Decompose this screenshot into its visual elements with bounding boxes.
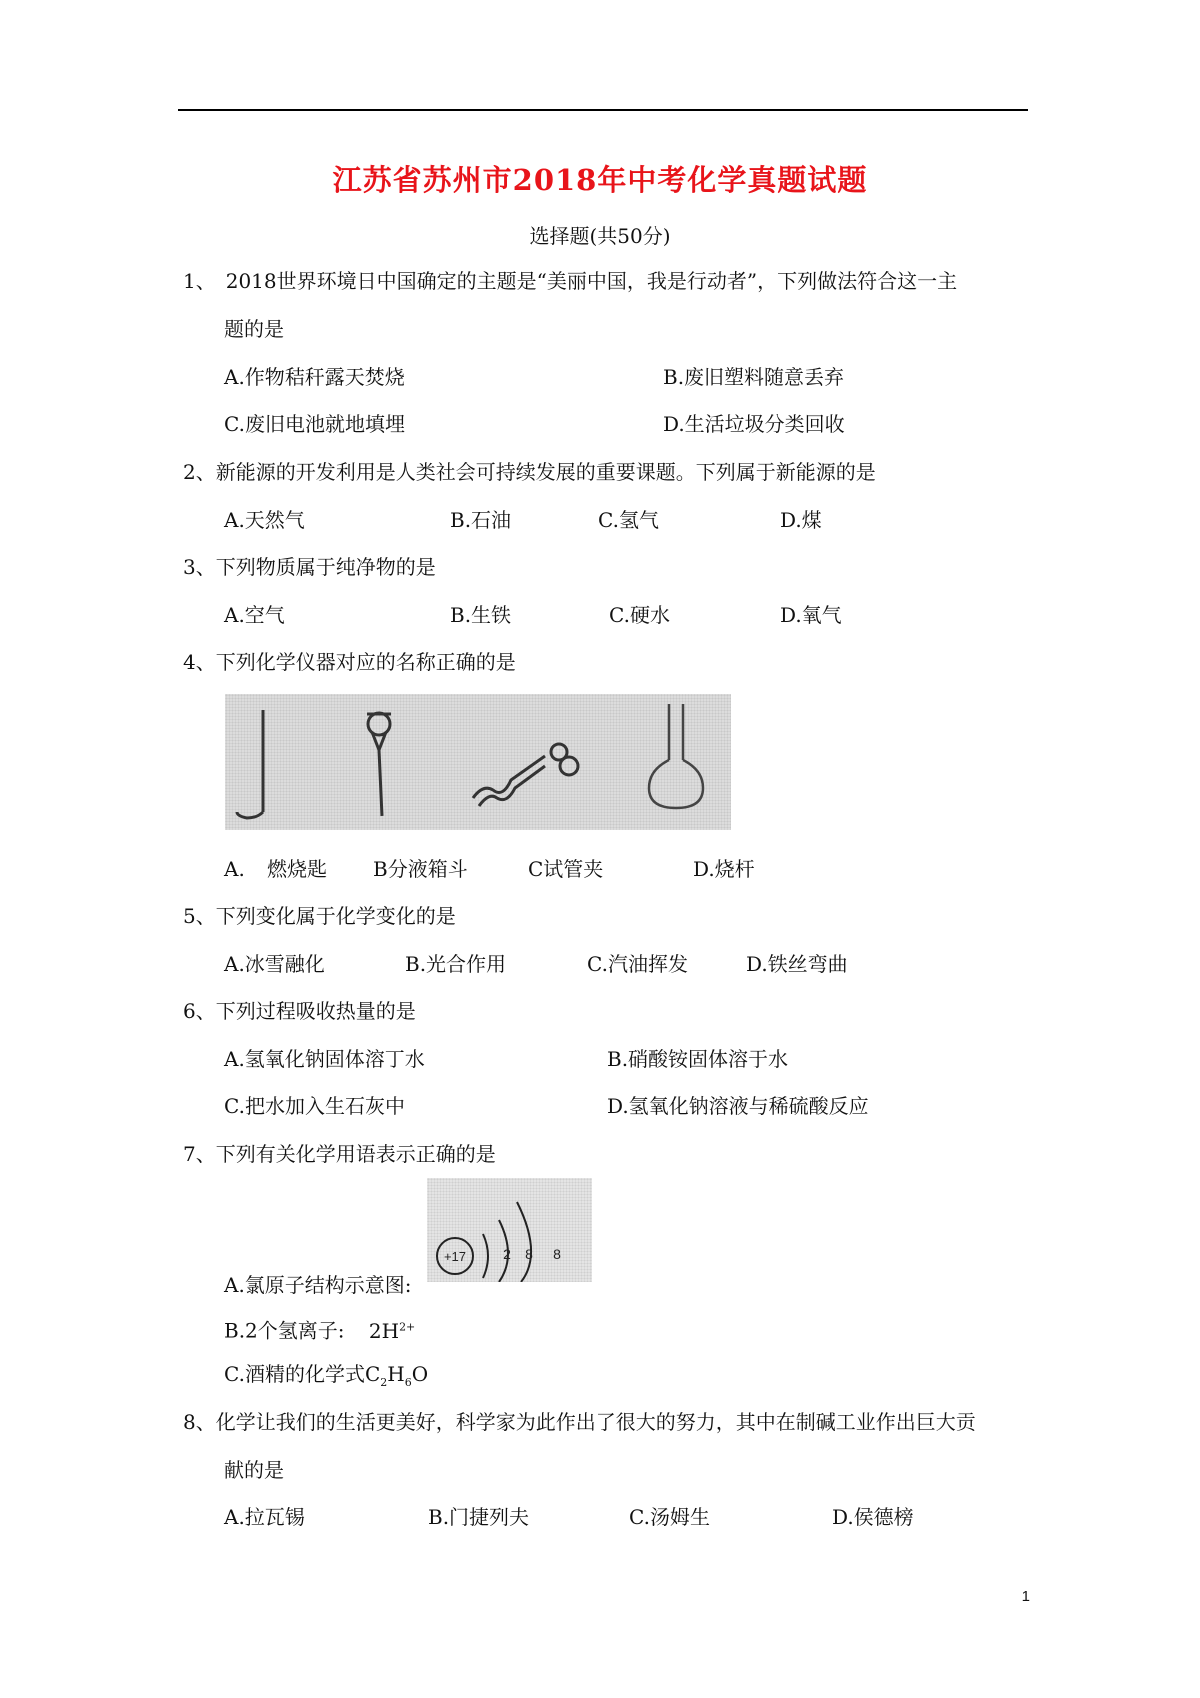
question-4-option-a-prefix: A. — [224, 857, 245, 881]
deflagrating-spoon-drawing — [237, 710, 263, 818]
question-4-stem: 4、下列化学仪器对应的名称正确的是 — [183, 650, 516, 674]
question-2-option-a: A.天然气 — [224, 508, 305, 532]
question-6-stem: 6、下列过程吸收热量的是 — [183, 999, 416, 1023]
page-title: 江苏省苏州市2018年中考化学真题试题 — [332, 163, 868, 197]
question-8-option-a: A.拉瓦锡 — [224, 1505, 305, 1529]
question-6-option-b: B.硝酸铵固体溶于水 — [607, 1047, 789, 1071]
section-subtitle: 选择题(共50分) — [529, 224, 671, 248]
question-1-option-a: A.作物秸秆露天焚烧 — [224, 365, 405, 389]
question-8-option-d: D.侯德榜 — [832, 1505, 914, 1529]
question-1-stem: 1、 2018世界环境日中国确定的主题是“美丽中国，我是行动者”，下列做法符合这一主 — [183, 269, 958, 293]
atom-shell-1-count: 2 — [503, 1246, 511, 1262]
question-1-option-d: D.生活垃圾分类回收 — [663, 412, 845, 436]
question-5-option-a: A.冰雪融化 — [224, 952, 325, 976]
question-6-option-d: D.氢氧化钠溶液与稀硫酸反应 — [607, 1094, 869, 1118]
hydrogen-ion-formula: $2H^{2+}$ — [368, 1318, 416, 1343]
page-number: 1 — [1021, 1588, 1030, 1605]
question-3-stem: 3、下列物质属于纯净物的是 — [183, 555, 436, 579]
electron-shell-1 — [483, 1234, 488, 1278]
question-3-option-a: A.空气 — [224, 603, 285, 627]
question-1-option-b: B.废旧塑料随意丢弃 — [663, 365, 845, 389]
ethanol-formula: $C_2H_6O$ — [364, 1362, 429, 1389]
question-7-option-c — [224, 1361, 428, 1396]
lab-instruments-figure — [225, 694, 731, 830]
separatory-funnel-drawing — [367, 713, 391, 816]
atom-shell-2-count: 8 — [525, 1246, 533, 1262]
electron-shell-3 — [517, 1202, 531, 1282]
question-3-option-b: B.生铁 — [450, 603, 512, 627]
question-7-option-b-label: B.2个氢离子: — [224, 1318, 345, 1343]
question-7-option-c-label: C.酒精的化学式 — [224, 1362, 365, 1386]
question-8-stem: 8、化学让我们的生活更美好，科学家为此作出了很大的努力，其中在制碱工业作出巨大贡 — [183, 1410, 976, 1434]
question-6-option-a: A.氢氧化钠固体溶丁水 — [224, 1047, 425, 1071]
lab-instruments-drawing — [225, 694, 731, 830]
question-4-option-c: C试管夹 — [528, 857, 604, 881]
question-4-option-b: B分液箱斗 — [373, 857, 468, 881]
question-6-option-c: C.把水加入生石灰中 — [224, 1094, 405, 1118]
question-5-option-b: B.光合作用 — [405, 952, 507, 976]
question-5-stem: 5、下列变化属于化学变化的是 — [183, 904, 456, 928]
question-2-stem: 2、新能源的开发利用是人类社会可持续发展的重要课题。下列属于新能源的是 — [183, 460, 876, 484]
header-rule — [178, 109, 1028, 111]
question-3-option-c: C.硬水 — [609, 603, 670, 627]
question-5-option-d: D.铁丝弯曲 — [746, 952, 848, 976]
question-8-option-c: C.汤姆生 — [629, 1505, 710, 1529]
atom-nucleus-label: +17 — [443, 1249, 467, 1264]
question-4-option-d: D.烧杆 — [693, 857, 755, 881]
question-4-option-a: 燃烧匙 — [267, 857, 327, 881]
question-7-stem: 7、下列有关化学用语表示正确的是 — [183, 1142, 496, 1166]
question-7-option-b — [224, 1314, 415, 1344]
question-8-stem-cont: 献的是 — [224, 1458, 284, 1482]
question-2-option-d: D.煤 — [780, 508, 822, 532]
chlorine-atom-diagram — [427, 1178, 592, 1282]
question-2-option-b: B.石油 — [450, 508, 512, 532]
question-1-stem-cont: 题的是 — [224, 317, 284, 341]
question-7-option-a: A.氯原子结构示意图: — [224, 1273, 412, 1297]
test-tube-holder-drawing — [473, 744, 578, 806]
flask-drawing — [649, 704, 703, 808]
question-3-option-d: D.氧气 — [780, 603, 842, 627]
atom-shell-3-count: 8 — [553, 1246, 561, 1262]
question-1-option-c: C.废旧电池就地填埋 — [224, 412, 405, 436]
question-2-option-c: C.氢气 — [598, 508, 659, 532]
question-8-option-b: B.门捷列夫 — [428, 1505, 530, 1529]
question-5-option-c: C.汽油挥发 — [587, 952, 688, 976]
